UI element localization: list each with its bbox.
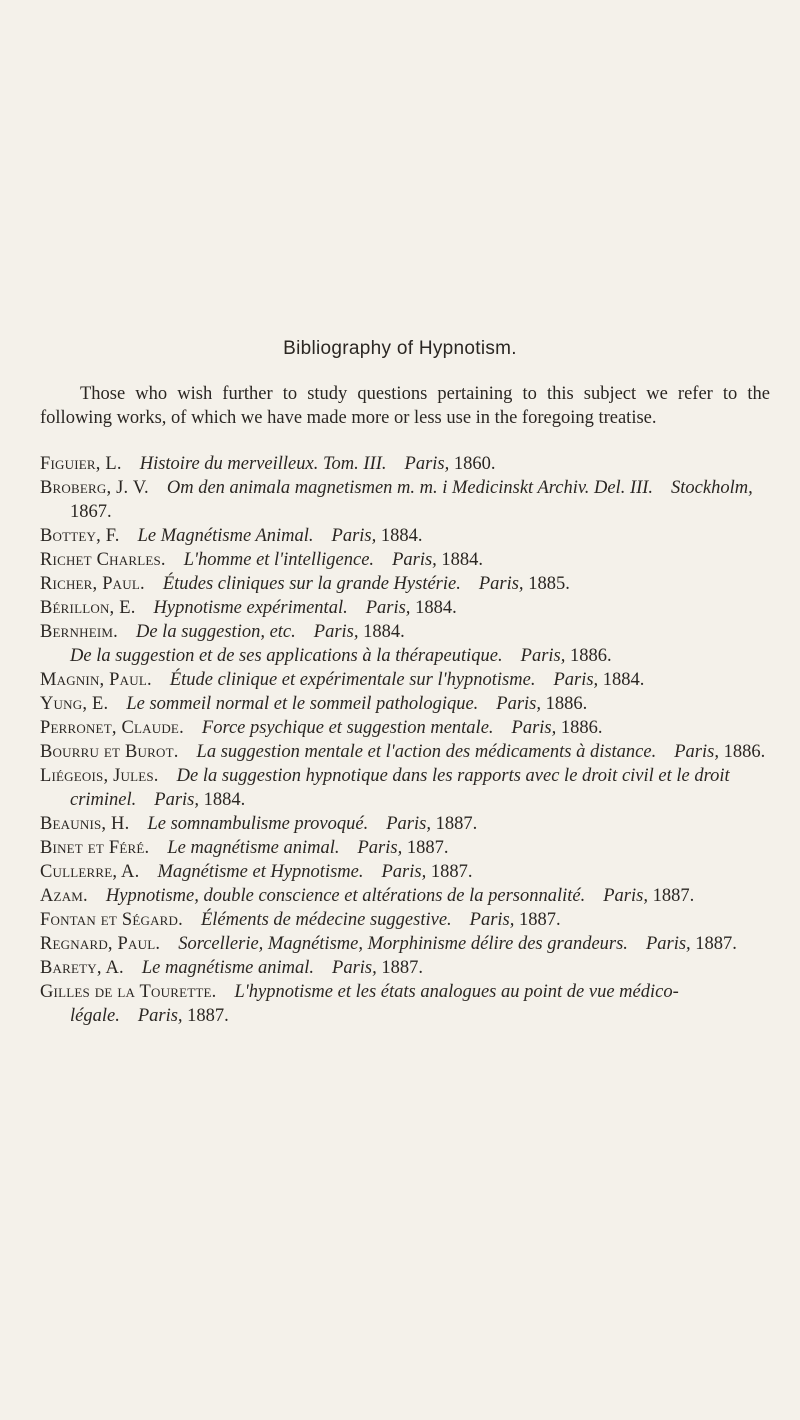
entry-place: Paris, xyxy=(645,934,691,954)
bibliography-entry xyxy=(40,908,770,932)
entry-place: Stockholm, xyxy=(671,478,753,498)
entry-place: Paris, xyxy=(478,574,524,594)
entry-author: Fontan et Ségard. xyxy=(40,910,183,930)
entry-year: 1887. xyxy=(381,958,423,978)
entry-place: Paris, xyxy=(332,958,377,978)
entry-year: 1886. xyxy=(545,694,588,714)
entry-place: Paris, xyxy=(365,598,411,618)
entry-title: La suggestion mentale et l'action des médicaments à distance. xyxy=(196,742,657,762)
entry-title: Le somnambulisme provoqué. xyxy=(147,814,369,834)
entry-author: Regnard, Paul. xyxy=(40,934,161,954)
bibliography-entry xyxy=(40,692,770,716)
entry-place: Paris, xyxy=(386,814,431,834)
entry-year: 1887. xyxy=(430,862,473,882)
entry-year: 1884. xyxy=(415,598,457,618)
entry-year: 1887. xyxy=(695,934,737,954)
entry-author: Bourru et Burot. xyxy=(40,742,179,762)
entry-title: Études cliniques sur la grande Hystérie. xyxy=(162,574,461,594)
entry-author: Yung, E. xyxy=(40,694,109,714)
entry-author: Barety, A. xyxy=(40,958,124,978)
entry-author: Beaunis, H. xyxy=(40,814,130,834)
entry-year: 1884. xyxy=(602,670,645,690)
entry-title: L'homme et l'intelligence. xyxy=(183,550,375,570)
bibliography-entry xyxy=(40,716,770,740)
entry-title: L'hypnotisme et les états analogues au point de vue médico-légale. xyxy=(70,982,679,1026)
entry-year: 1884. xyxy=(203,790,246,810)
page-heading: Bibliography of Hypnotism. xyxy=(283,338,517,359)
entry-author: Azam. xyxy=(40,886,88,906)
bibliography-entry xyxy=(40,932,770,956)
entry-year: 1887. xyxy=(187,1006,229,1026)
entry-author: Binet et Féré. xyxy=(40,838,150,858)
entry-title: Magnétisme et Hypnotisme. xyxy=(157,862,364,882)
entry-year: 1887. xyxy=(652,886,695,906)
bibliography-entry xyxy=(40,644,770,668)
entry-year: 1886. xyxy=(569,646,612,666)
entry-year: 1884. xyxy=(380,526,423,546)
bibliography-entry xyxy=(40,980,770,1028)
entry-title: Le sommeil normal et le sommeil pathologique. xyxy=(126,694,479,714)
entry-place: Paris, xyxy=(603,886,648,906)
entry-place: Paris, xyxy=(357,838,403,858)
entry-place: Paris, xyxy=(381,862,427,882)
entry-title: De la suggestion hypnotique dans les rapports avec le droit civil et le droit criminel. xyxy=(70,766,730,810)
entry-title: Histoire du merveilleux. Tom. III. xyxy=(139,454,387,474)
bibliography-entry xyxy=(40,860,770,884)
entry-author: Figuier, L. xyxy=(40,454,122,474)
bibliography-entry xyxy=(40,956,770,980)
entry-title: De la suggestion, etc. xyxy=(135,622,296,642)
bibliography-entry xyxy=(40,668,770,692)
entry-author: Bérillon, E. xyxy=(40,598,136,618)
entry-author: Broberg, J. V. xyxy=(40,478,149,498)
entry-year: 1886. xyxy=(723,742,766,762)
entry-title: Éléments de médecine suggestive. xyxy=(200,910,452,930)
entry-title: Om den animala magnetismen m. m. i Medicinskt Archiv. Del. III. xyxy=(166,478,654,498)
entry-place: Paris, xyxy=(392,550,437,570)
entry-author: Liégeois, Jules. xyxy=(40,766,159,786)
entry-author: Gilles de la Tourette. xyxy=(40,982,217,1002)
entry-title: Sorcellerie, Magnétisme, Morphinisme délire des grandeurs. xyxy=(178,934,628,954)
entry-title: Le Magnétisme Animal. xyxy=(137,526,314,546)
entry-title: Hypnotisme expérimental. xyxy=(153,598,348,618)
entry-author: Richet Charles. xyxy=(40,550,166,570)
bibliography-entry xyxy=(40,476,770,524)
bibliography-entry xyxy=(40,740,770,764)
bibliography-list xyxy=(40,452,770,1028)
entry-author: Perronet, Claude. xyxy=(40,718,184,738)
bibliography-entry xyxy=(40,620,770,644)
entry-year: 1884. xyxy=(363,622,405,642)
entry-place: Paris, xyxy=(313,622,359,642)
entry-year: 1884. xyxy=(441,550,484,570)
entry-author: Richer, Paul. xyxy=(40,574,145,594)
entry-author: Cullerre, A. xyxy=(40,862,140,882)
entry-place: Paris, xyxy=(496,694,542,714)
entry-year: 1860. xyxy=(453,454,496,474)
entry-place: Paris, xyxy=(154,790,199,810)
entry-place: Paris, xyxy=(137,1006,183,1026)
entry-title: De la suggestion et de ses applications à la thérapeutique. xyxy=(70,646,503,666)
entry-title: Force psychique et suggestion mentale. xyxy=(201,718,494,738)
entry-author: Bernheim. xyxy=(40,622,118,642)
entry-place: Paris, xyxy=(469,910,515,930)
bibliography-entry xyxy=(40,884,770,908)
bibliography-entry xyxy=(40,812,770,836)
bibliography-entry xyxy=(40,764,770,812)
entry-place: Paris, xyxy=(331,526,377,546)
entry-place: Paris, xyxy=(404,454,450,474)
entry-year: 1885. xyxy=(528,574,570,594)
entry-year: 1887. xyxy=(435,814,478,834)
entry-place: Paris, xyxy=(520,646,566,666)
entry-year: 1887. xyxy=(519,910,561,930)
entry-title: Le magnétisme animal. xyxy=(167,838,340,858)
entry-place: Paris, xyxy=(553,670,599,690)
intro-paragraph: Those who wish further to study questions pertaining to this subject we refer to the following works, of which we have made more or less use in the foregoing treatise. xyxy=(40,384,770,428)
bibliography-entry xyxy=(40,572,770,596)
entry-title: Hypnotisme, double conscience et altérations de la personnalité. xyxy=(105,886,586,906)
entry-author: Magnin, Paul. xyxy=(40,670,152,690)
entry-title: Le magnétisme animal. xyxy=(141,958,315,978)
bibliography-entry xyxy=(40,548,770,572)
bibliography-entry xyxy=(40,596,770,620)
bibliography-entry xyxy=(40,836,770,860)
entry-year: 1867. xyxy=(70,502,112,522)
bibliography-entry xyxy=(40,524,770,548)
entry-place: Paris, xyxy=(511,718,557,738)
entry-author: Bottey, F. xyxy=(40,526,120,546)
entry-year: 1886. xyxy=(560,718,603,738)
entry-year: 1887. xyxy=(406,838,449,858)
bibliography-entry xyxy=(40,452,770,476)
entry-title: Étude clinique et expérimentale sur l'hypnotisme. xyxy=(169,670,536,690)
entry-place: Paris, xyxy=(674,742,719,762)
